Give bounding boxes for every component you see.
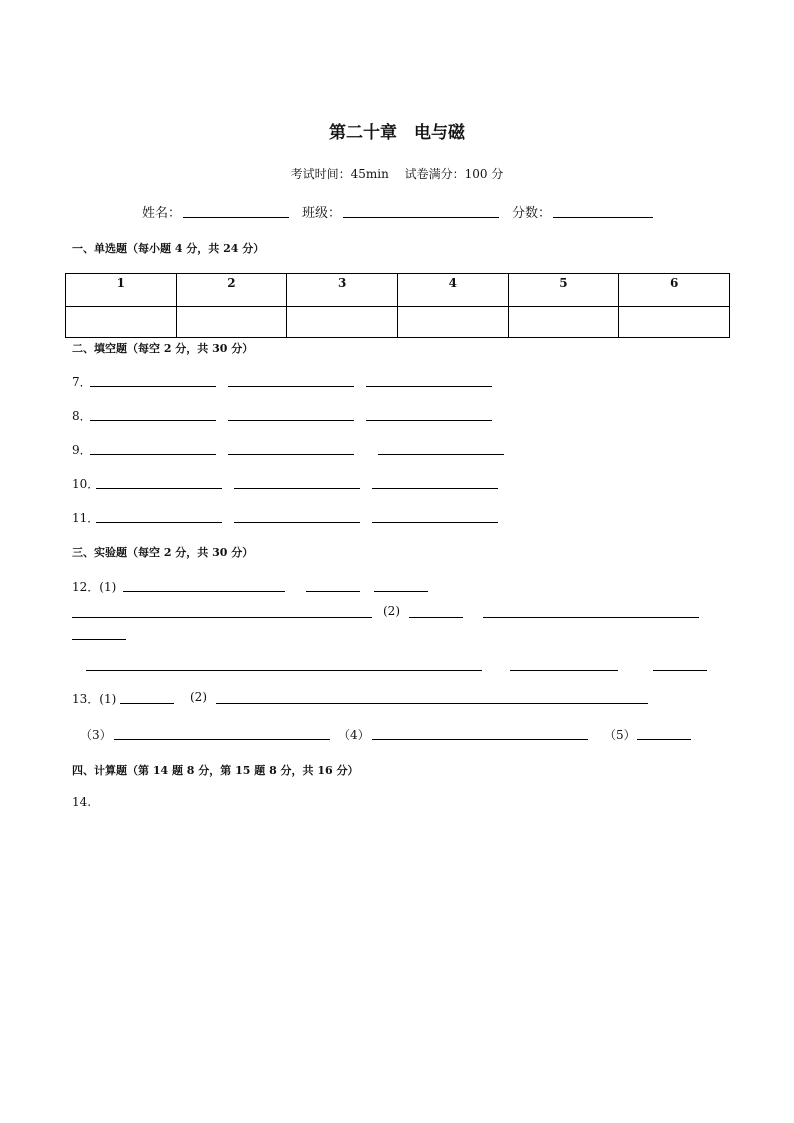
answer-cell[interactable]	[397, 307, 508, 338]
answer-header: 2	[176, 274, 287, 307]
answer-blank[interactable]	[510, 670, 618, 671]
sub-question-label: （5）	[604, 728, 636, 742]
answer-blank[interactable]	[90, 454, 216, 455]
answer-blank[interactable]	[86, 670, 482, 671]
question-number: 13．(1)	[72, 692, 117, 706]
answer-cell[interactable]	[176, 307, 287, 338]
answer-blank[interactable]	[372, 739, 588, 740]
name-field[interactable]	[183, 217, 289, 218]
exam-meta: 考试时间：45min 试卷满分：100 分	[290, 167, 504, 181]
answer-header: 3	[287, 274, 398, 307]
question-number: 11．	[72, 511, 100, 525]
answer-blank[interactable]	[90, 420, 216, 421]
answer-header: 6	[619, 274, 730, 307]
class-label: 班级：	[302, 206, 342, 221]
answer-blank[interactable]	[90, 386, 216, 387]
sub-question-label: （3）	[80, 728, 112, 742]
answer-header: 1	[66, 274, 177, 307]
answer-blank[interactable]	[378, 454, 504, 455]
sub-question-label: （4）	[338, 728, 370, 742]
answer-blank[interactable]	[372, 522, 498, 523]
page-title: 第二十章 电与磁	[329, 123, 465, 143]
answer-table	[65, 273, 730, 338]
answer-blank[interactable]	[72, 617, 372, 618]
question-number: 9．	[72, 443, 92, 457]
answer-blank[interactable]	[114, 739, 330, 740]
score-field[interactable]	[553, 217, 653, 218]
answer-blank[interactable]	[653, 670, 707, 671]
answer-blank[interactable]	[96, 522, 222, 523]
answer-blank[interactable]	[120, 703, 174, 704]
section-fill-blank: 二、填空题（每空 2 分，共 30 分）	[72, 342, 254, 355]
answer-cell[interactable]	[287, 307, 398, 338]
section-single-choice: 一、单选题（每小题 4 分，共 24 分）	[72, 242, 265, 255]
answer-cell[interactable]	[66, 307, 177, 338]
answer-blank[interactable]	[366, 386, 492, 387]
answer-blank[interactable]	[234, 488, 360, 489]
question-number: 7．	[72, 375, 92, 389]
answer-blank[interactable]	[483, 617, 699, 618]
question-number: 8．	[72, 409, 92, 423]
answer-blank[interactable]	[228, 454, 354, 455]
answer-blank[interactable]	[228, 420, 354, 421]
answer-blank[interactable]	[96, 488, 222, 489]
answer-blank[interactable]	[637, 739, 691, 740]
answer-blank[interactable]	[372, 488, 498, 489]
answer-blank[interactable]	[228, 386, 354, 387]
name-label: 姓名：	[142, 206, 182, 221]
answer-blank[interactable]	[216, 703, 648, 704]
answer-header: 4	[397, 274, 508, 307]
class-field[interactable]	[343, 217, 499, 218]
answer-cell[interactable]	[619, 307, 730, 338]
answer-header: 5	[508, 274, 619, 307]
question-number: 14.	[72, 795, 92, 809]
answer-blank[interactable]	[123, 591, 285, 592]
sub-question-label: (2)	[383, 604, 400, 618]
score-label: 分数：	[512, 206, 552, 221]
answer-cell[interactable]	[508, 307, 619, 338]
sub-question-label: (2)	[190, 690, 207, 704]
section-experiment: 三、实验题（每空 2 分，共 30 分）	[72, 546, 254, 559]
question-number: 12．(1)	[72, 580, 117, 594]
answer-blank[interactable]	[366, 420, 492, 421]
answer-blank[interactable]	[72, 639, 126, 640]
answer-blank[interactable]	[374, 591, 428, 592]
answer-blank[interactable]	[409, 617, 463, 618]
answer-blank[interactable]	[306, 591, 360, 592]
section-calculation: 四、计算题（第 14 题 8 分，第 15 题 8 分，共 16 分）	[72, 764, 359, 777]
question-number: 10．	[72, 477, 100, 491]
answer-blank[interactable]	[234, 522, 360, 523]
